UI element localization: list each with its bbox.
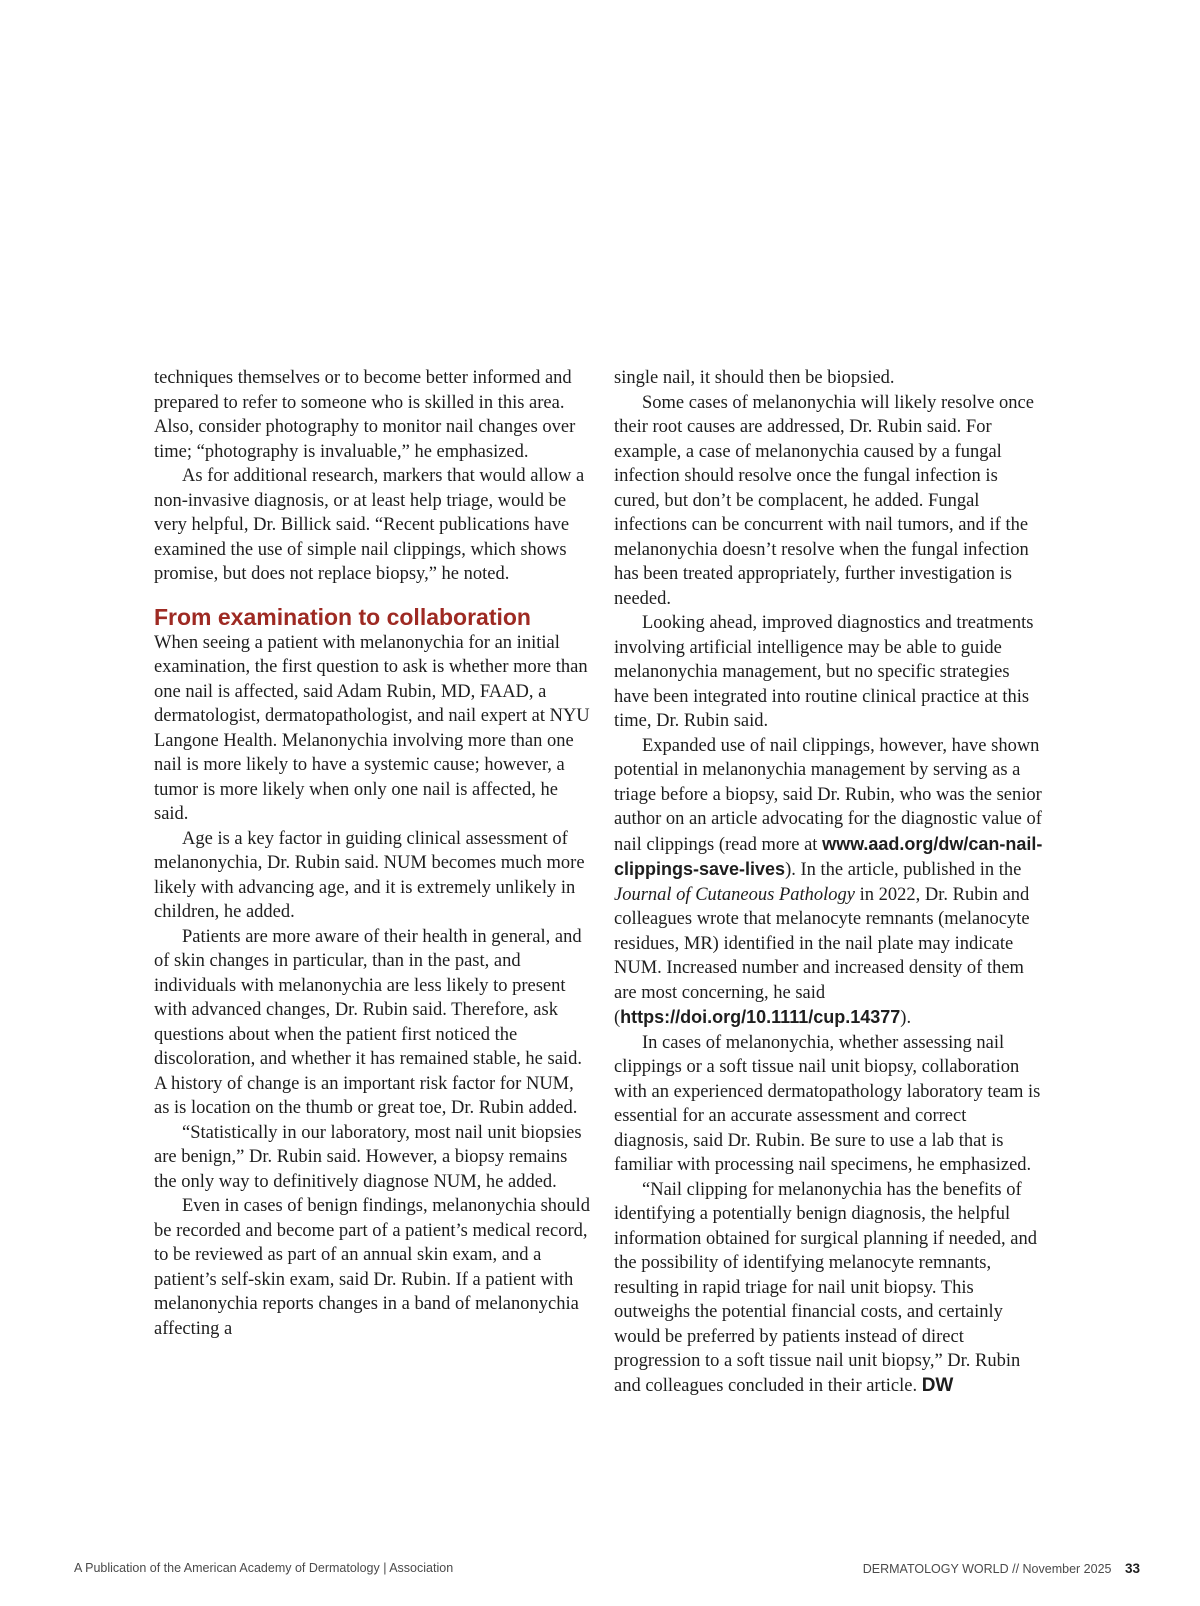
paragraph: single nail, it should then be biopsied. <box>614 368 895 388</box>
paragraph: “Statistically in our laboratory, most nail unit biopsies are benign,” Dr. Rubin said. However, a biopsy remains the only way to definitively diagnose NUM, he added. <box>154 1122 582 1192</box>
paragraph: Even in cases of benign findings, melanonychia should be recorded and become part of a patient’s medical record, to be reviewed as part of an annual skin exam, and a patient’s self-skin exam, said Dr. Rubin. If a patient with melanonychia reports changes in a band of melanonychia affecting a <box>154 1196 590 1339</box>
paragraph-text: “Nail clipping for melanonychia has the benefits of identifying a potentially benign diagnosis, the helpful information obtained for surgical planning if needed, and the possibility of identifying melanocyte remnants, resulting in rapid triage for nail unit biopsy. This outweighs the potential financial costs, and certainly would be preferred by patients instead of direct progression to a soft tissue nail unit biopsy,” Dr. Rubin and colleagues concluded in their article. <box>614 1179 1037 1396</box>
end-mark: DW <box>921 1374 954 1396</box>
magazine-name: DERMATOLOGY WORLD <box>862 1562 1009 1576</box>
paragraph: techniques themselves or to become better informed and prepared to refer to someone who is skilled in this area. Also, consider photography to monitor nail changes over time; “photography is invaluable,” he emphasized. <box>154 368 576 462</box>
journal-title: Journal of Cutaneous Pathology <box>614 884 855 905</box>
article-link[interactable]: www.aad.org/dw/can-nail-clippings-save-lives <box>614 833 1043 879</box>
paragraph: Some cases of melanonychia will likely resolve once their root causes are addressed, Dr. Rubin said. For example, a case of melanonychia caused by a fungal infection should resolve once the fungal infection is cured, but don’t be complacent, he added. Fungal infections can be concurrent with nail tumors, and if the melanonychia doesn’t resolve when the fungal infection has been treated appropriately, further investigation is needed. <box>614 392 1034 609</box>
paragraph-with-signoff <box>614 1178 1044 1399</box>
issue-date: November 2025 <box>1022 1562 1112 1576</box>
separator: // <box>1012 1562 1020 1576</box>
paragraph: Patients are more aware of their health in general, and of skin changes in particular, than in the past, and individuals with melanonychia are less likely to present with advanced changes, Dr. Rubin said. Therefore, ask questions about when the patient first noticed the discoloration, and whether it has remained stable, he said. A history of change is an important risk factor for NUM, as is location on the thumb or great toe, Dr. Rubin added. <box>154 926 582 1118</box>
paragraph-with-links <box>614 734 1044 1031</box>
paragraph: Looking ahead, improved diagnostics and treatments involving artificial intelligence may be able to guide melanonychia management, but no specific strategies have been integrated into routine clinical practice at this time, Dr. Rubin said. <box>614 613 1034 731</box>
issue-info <box>863 1561 1140 1576</box>
paragraph: When seeing a patient with melanonychia for an initial examination, the first question to ask is whether more than one nail is affected, said Adam Rubin, MD, FAAD, a dermatologist, dermatopathologist, and nail expert at NYU Langone Health. Melanonychia involving more than one nail is more likely to have a systemic cause; however, a tumor is more likely when only one nail is affected, he said. <box>154 632 590 824</box>
paragraph-text: Expanded use of nail clippings, however, have shown potential in melanonychia management by serving as a triage before a biopsy, said Dr. Rubin, who was the senior author on an article advocating for the diagnostic value of nail clippings (read more at <box>614 735 1042 855</box>
paragraph: As for additional research, markers that would allow a non-invasive diagnosis, or at least help triage, would be very helpful, Dr. Billick said. “Recent publications have examined the use of simple nail clippings, which shows promise, but does not replace biopsy,” he noted. <box>154 466 585 584</box>
right-column <box>614 366 1044 1398</box>
paragraph-text: ). <box>900 1008 912 1028</box>
paragraph: In cases of melanonychia, whether assessing nail clippings or a soft tissue nail unit biopsy, collaboration with an experienced dermatopathology laboratory team is essential for an accurate assessment and correct diagnosis, said Dr. Rubin. Be sure to use a lab that is familiar with processing nail specimens, he emphasized. <box>614 1032 1041 1175</box>
page-number: 33 <box>1124 1561 1140 1576</box>
doi-link[interactable]: https://doi.org/10.1111/cup.14377 <box>620 1007 901 1027</box>
left-column <box>154 366 590 1341</box>
paragraph-text: ). In the article, published in the <box>785 860 1022 880</box>
paragraph-text: in 2022, Dr. Rubin and colleagues wrote that melanocyte remnants (melanocyte residues, MR) identified in the nail plate may indicate NUM. Increased number and increased density of them are most concerning, he said ( <box>614 884 1030 1028</box>
publication-credit: A Publication of the American Academy of Dermatology | Association <box>74 1561 454 1575</box>
paragraph: Age is a key factor in guiding clinical assessment of melanonychia, Dr. Rubin said. NUM becomes much more likely with advancing age, and it is extremely unlikely in children, he added. <box>154 828 585 922</box>
section-heading: From examination to collaboration <box>154 603 531 630</box>
